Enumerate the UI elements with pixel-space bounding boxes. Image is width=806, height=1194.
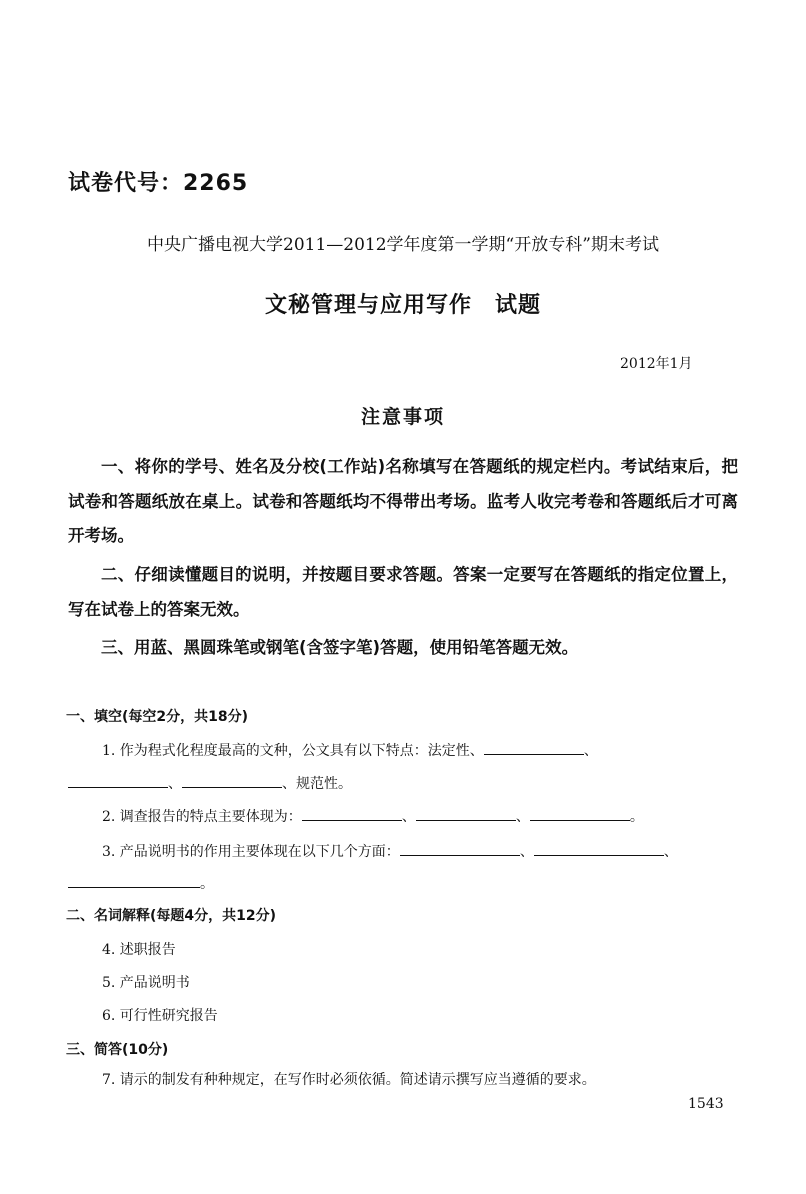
- exam-session-line: 中央广播电视大学2011—2012学年度第一学期“开放专科”期末考试: [147, 235, 659, 255]
- answer-blank[interactable]: [182, 773, 282, 788]
- question-4: 4. 述职报告: [102, 942, 176, 958]
- question-3-cont: [68, 873, 214, 893]
- question-7: 7. 请示的制发有种种规定，在写作时必须依循。简述请示撰写应当遵循的要求。: [102, 1072, 596, 1088]
- exam-date: 2012年1月: [620, 356, 693, 372]
- notice-item-2: 二、仔细读懂题目的说明，并按题目要求答题。答案一定要写在答题纸的指定位置上，写在试卷上的答案无效。: [68, 565, 738, 619]
- notice-item-1: 一、将你的学号、姓名及分校(工作站)名称填写在答题纸的规定栏内。考试结束后，把试卷和答题纸放在桌上。试卷和答题纸均不得带出考场。监考人收完考卷和答题纸后才可离开考场。: [68, 457, 738, 545]
- answer-blank[interactable]: [530, 806, 630, 821]
- notice-item-3: 三、用蓝、黑圆珠笔或钢笔(含签字笔)答题，使用铅笔答题无效。: [101, 638, 579, 657]
- question-1-cont: [68, 773, 352, 793]
- separator: 、: [401, 809, 416, 825]
- question-2: [102, 806, 644, 826]
- answer-blank[interactable]: [302, 806, 402, 821]
- paper-code: 试卷代号：2265: [68, 171, 249, 196]
- separator: 。: [629, 809, 644, 825]
- separator: 、: [583, 743, 598, 759]
- question-6: 6. 可行性研究报告: [102, 1008, 218, 1024]
- answer-blank[interactable]: [416, 806, 516, 821]
- question-1-text: 1. 作为程式化程度最高的文种，公文具有以下特点：法定性、: [102, 743, 484, 759]
- question-2-text: 2. 调查报告的特点主要体现为：: [102, 809, 302, 825]
- separator: 、: [168, 776, 182, 792]
- section-terms-heading: 二、名词解释(每题4分，共12分): [66, 908, 277, 924]
- section-short-heading: 三、简答(10分): [66, 1042, 169, 1058]
- answer-blank[interactable]: [68, 773, 168, 788]
- question-3-text: 3. 产品说明书的作用主要体现在以下几个方面：: [102, 844, 400, 860]
- answer-blank[interactable]: [534, 841, 664, 856]
- separator: 。: [200, 876, 214, 892]
- question-5: 5. 产品说明书: [102, 975, 190, 991]
- notice-heading: 注意事项: [360, 406, 445, 428]
- page-number: 1543: [688, 1096, 724, 1112]
- separator: 、: [515, 809, 530, 825]
- question-1-tail: 、规范性。: [282, 776, 352, 792]
- separator: 、: [663, 844, 678, 860]
- separator: 、: [519, 844, 534, 860]
- answer-blank[interactable]: [400, 841, 520, 856]
- page-title: 文秘管理与应用写作 试题: [264, 293, 541, 318]
- question-1: [102, 740, 598, 760]
- question-3: [102, 841, 678, 861]
- answer-blank[interactable]: [484, 740, 584, 755]
- answer-blank[interactable]: [68, 873, 200, 888]
- section-fill-heading: 一、填空(每空2分，共18分): [66, 709, 249, 725]
